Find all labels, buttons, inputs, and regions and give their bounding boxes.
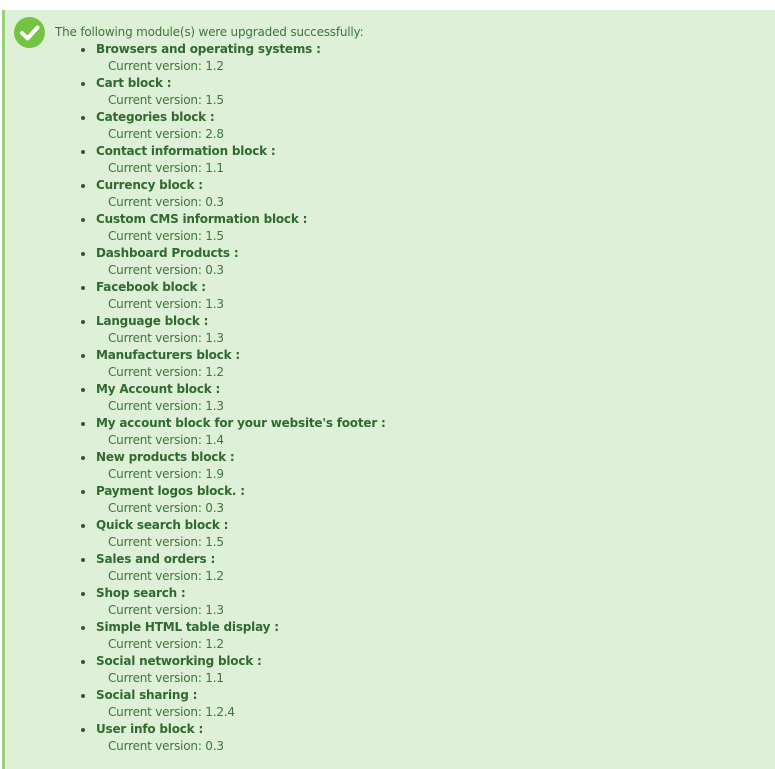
module-item bbox=[55, 449, 386, 483]
bullet-icon bbox=[81, 422, 85, 426]
module-version: Current version: 1.3 bbox=[108, 331, 224, 345]
bullet-icon bbox=[81, 728, 85, 732]
module-version: Current version: 1.2 bbox=[108, 365, 224, 379]
module-item bbox=[55, 653, 386, 687]
bullet-icon bbox=[81, 592, 85, 596]
bullet-icon bbox=[81, 286, 85, 290]
module-name: Shop search : bbox=[96, 586, 186, 600]
module-version: Current version: 1.3 bbox=[108, 399, 224, 413]
module-version: Current version: 1.2 bbox=[108, 59, 224, 73]
alert-intro: The following module(s) were upgraded successfully: bbox=[55, 25, 364, 39]
module-name: Categories block : bbox=[96, 110, 215, 124]
bullet-icon bbox=[81, 694, 85, 698]
module-item bbox=[55, 245, 386, 279]
bullet-icon bbox=[81, 388, 85, 392]
module-version: Current version: 1.2.4 bbox=[108, 705, 235, 719]
module-name: Browsers and operating systems : bbox=[96, 42, 321, 56]
module-item bbox=[55, 721, 386, 755]
success-alert bbox=[2, 10, 775, 769]
bullet-icon bbox=[81, 184, 85, 188]
module-version: Current version: 0.3 bbox=[108, 739, 224, 753]
module-name: Facebook block : bbox=[96, 280, 206, 294]
module-name: Currency block : bbox=[96, 178, 203, 192]
module-version: Current version: 1.4 bbox=[108, 433, 224, 447]
module-version: Current version: 1.1 bbox=[108, 671, 224, 685]
module-item bbox=[55, 347, 386, 381]
module-name: Social sharing : bbox=[96, 688, 198, 702]
module-name: New products block : bbox=[96, 450, 235, 464]
module-item bbox=[55, 687, 386, 721]
module-item bbox=[55, 313, 386, 347]
bullet-icon bbox=[81, 490, 85, 494]
module-name: Manufacturers block : bbox=[96, 348, 240, 362]
module-version: Current version: 1.2 bbox=[108, 569, 224, 583]
bullet-icon bbox=[81, 252, 85, 256]
module-item bbox=[55, 211, 386, 245]
bullet-icon bbox=[81, 116, 85, 120]
module-version: Current version: 1.3 bbox=[108, 603, 224, 617]
module-version: Current version: 0.3 bbox=[108, 195, 224, 209]
module-item bbox=[55, 109, 386, 143]
module-version: Current version: 0.3 bbox=[108, 501, 224, 515]
bullet-icon bbox=[81, 48, 85, 52]
module-name: Simple HTML table display : bbox=[96, 620, 279, 634]
bullet-icon bbox=[81, 354, 85, 358]
bullet-icon bbox=[81, 660, 85, 664]
module-name: Sales and orders : bbox=[96, 552, 216, 566]
module-version: Current version: 1.9 bbox=[108, 467, 224, 481]
module-item bbox=[55, 177, 386, 211]
module-item bbox=[55, 551, 386, 585]
module-version: Current version: 1.5 bbox=[108, 229, 224, 243]
module-list bbox=[55, 41, 386, 755]
module-item bbox=[55, 381, 386, 415]
module-name: Dashboard Products : bbox=[96, 246, 239, 260]
module-item bbox=[55, 75, 386, 109]
module-version: Current version: 1.2 bbox=[108, 637, 224, 651]
bullet-icon bbox=[81, 558, 85, 562]
module-name: Language block : bbox=[96, 314, 209, 328]
module-item bbox=[55, 517, 386, 551]
module-name: Quick search block : bbox=[96, 518, 229, 532]
module-name: Social networking block : bbox=[96, 654, 262, 668]
bullet-icon bbox=[81, 626, 85, 630]
module-version: Current version: 1.5 bbox=[108, 93, 224, 107]
module-item bbox=[55, 415, 386, 449]
module-version: Current version: 1.5 bbox=[108, 535, 224, 549]
module-version: Current version: 1.3 bbox=[108, 297, 224, 311]
bullet-icon bbox=[81, 82, 85, 86]
check-circle-icon bbox=[14, 17, 45, 48]
alert-message bbox=[55, 24, 386, 755]
module-name: User info block : bbox=[96, 722, 204, 736]
module-item bbox=[55, 143, 386, 177]
module-name: Payment logos block. : bbox=[96, 484, 245, 498]
module-item bbox=[55, 41, 386, 75]
module-item bbox=[55, 483, 386, 517]
module-item bbox=[55, 279, 386, 313]
module-version: Current version: 1.1 bbox=[108, 161, 224, 175]
bullet-icon bbox=[81, 524, 85, 528]
module-name: Cart block : bbox=[96, 76, 172, 90]
module-name: Contact information block : bbox=[96, 144, 276, 158]
bullet-icon bbox=[81, 150, 85, 154]
module-version: Current version: 2.8 bbox=[108, 127, 224, 141]
module-item bbox=[55, 619, 386, 653]
bullet-icon bbox=[81, 456, 85, 460]
module-name: Custom CMS information block : bbox=[96, 212, 308, 226]
module-name: My account block for your website's footer : bbox=[96, 416, 386, 430]
module-item bbox=[55, 585, 386, 619]
module-version: Current version: 0.3 bbox=[108, 263, 224, 277]
module-name: My Account block : bbox=[96, 382, 221, 396]
bullet-icon bbox=[81, 320, 85, 324]
bullet-icon bbox=[81, 218, 85, 222]
